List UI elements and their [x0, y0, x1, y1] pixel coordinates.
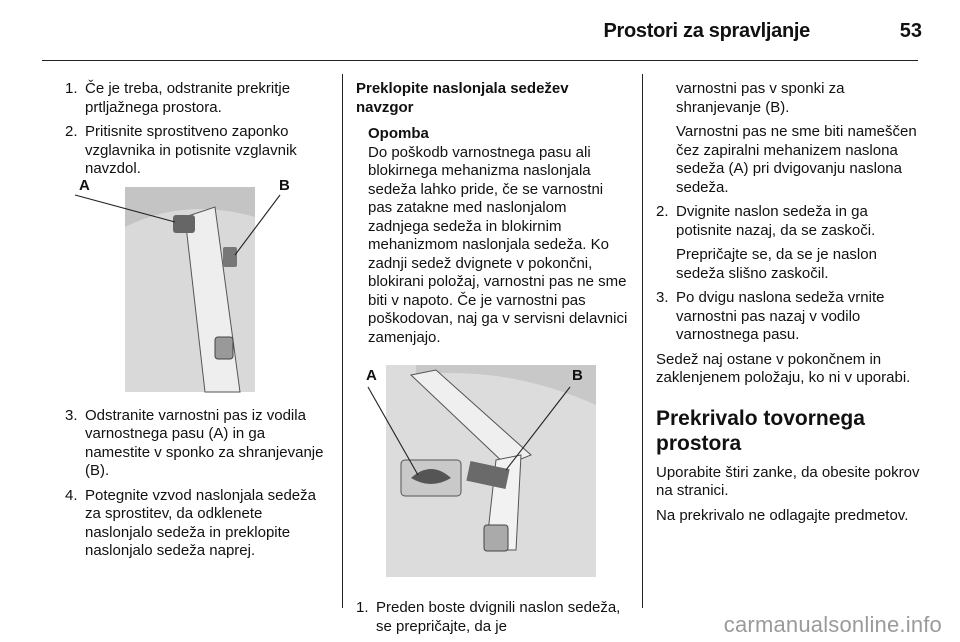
- step-number: 2.: [656, 203, 669, 220]
- steps-list-a: [65, 80, 330, 179]
- belt-guide-a: [173, 215, 195, 233]
- step-text: Dvignite naslon sedeža in ga potisnite nazaj, da se zaskoči.: [676, 203, 876, 239]
- note-text: Do poškodb varnostnega pasu ali blokirnega mehanizma naslonjala sedeža lahko pride, če se varnostni pas zatakne med naslonjalom zadnjega sedeža in blokirnim mehanizmom naslonjala sedeža. Ko zadnji sedež dvignete v pokončni, blokirani položaj, varnostni pas ne sme biti v napoto. Če je varnostni pas poškodovan, naj ga v servisni delavnici zamenjajo.: [368, 143, 628, 346]
- figure-label-a: A: [79, 176, 90, 194]
- column-3: [656, 80, 926, 531]
- steps-list-d: [656, 203, 926, 345]
- section-heading: Prekrivalo tovornega prostora: [656, 406, 865, 455]
- step-1-warning-text: Varnostni pas ne sme biti nameščen čez zapiralni mehanizem naslona sedeža (A) pri dvigovanju naslona sedeža.: [676, 123, 917, 196]
- subsection-heading: Preklopite naslonjala sedežev navzgor: [356, 80, 569, 116]
- step-number: 4.: [65, 486, 78, 504]
- step-text: Po dvigu naslona sedeža vrnite varnostni pas nazaj v vodilo varnostnega pasu.: [676, 289, 885, 343]
- steps-list-b: [65, 407, 330, 561]
- belt-buckle: [215, 337, 233, 359]
- step-number: 2.: [65, 123, 78, 140]
- step-4: [65, 487, 330, 561]
- headrest-belt-illustration: [65, 176, 330, 397]
- step-1-continuation: varnostni pas v sponki za shranjevanje (B).: [676, 80, 845, 116]
- belt-tongue: [484, 525, 508, 551]
- seatback-latch-illustration: [356, 365, 628, 583]
- watermark: carmanualsonline.info: [723, 612, 942, 637]
- closing-paragraph: Sedež naj ostane v pokončnem in zaklenjenem položaju, ko ni v uporabi.: [656, 350, 911, 386]
- step-text: Preden boste dvignili naslon sedeža, se prepričajte, da je: [376, 599, 621, 635]
- note-block: [356, 125, 628, 347]
- step-number: 1.: [65, 80, 78, 97]
- step-2: [65, 123, 330, 179]
- step-number: 1.: [356, 599, 369, 616]
- page-number: 53: [899, 20, 922, 42]
- step-3: [65, 407, 330, 481]
- page-header-title: Prostori za spravljanje: [603, 20, 810, 42]
- header-rule: [42, 60, 918, 61]
- step-text: Odstranite varnostni pas iz vodila varnostnega pasu (A) in ga namestite v sponko za shranjevanje (B).: [85, 406, 324, 479]
- step-3: [656, 289, 926, 345]
- section-paragraph-2: Na prekrivalo ne odlagajte predmetov.: [656, 506, 909, 524]
- seatback-latch-drawing: [356, 365, 628, 583]
- column-divider-2: [642, 74, 643, 608]
- step-1: [356, 599, 628, 636]
- step-2: [656, 203, 926, 283]
- steps-list-c: [356, 599, 628, 636]
- figure-label-a: A: [366, 367, 377, 384]
- step-number: 3.: [65, 406, 78, 424]
- column-divider-1: [342, 74, 343, 608]
- figure-label-b: B: [279, 176, 290, 194]
- step-text: Če je treba, odstranite prekritje prtljažnega prostora.: [85, 80, 291, 116]
- column-2: [356, 80, 628, 642]
- step-text: Potegnite vzvod naslonjala sedeža za sprostitev, da odklenete naslonjalo sedeža in preklopite naslonjalo sedeža naprej.: [85, 486, 316, 559]
- storage-clip-b: [223, 247, 237, 267]
- figure-label-b: B: [572, 367, 583, 384]
- note-label: Opomba: [368, 125, 429, 142]
- step-1: [65, 80, 330, 117]
- step-text: Pritisnite sprostitveno zaponko vzglavnika in potisnite vzglavnik navzdol.: [85, 123, 297, 177]
- headrest-belt-drawing: [65, 187, 330, 397]
- column-1: [65, 80, 330, 567]
- step-number: 3.: [656, 289, 669, 306]
- step-2-subtext: Prepričajte se, da se je naslon sedeža slišno zaskočil.: [676, 246, 877, 282]
- section-paragraph-1: Uporabite štiri zanke, da obesite pokrov na stranici.: [656, 463, 920, 499]
